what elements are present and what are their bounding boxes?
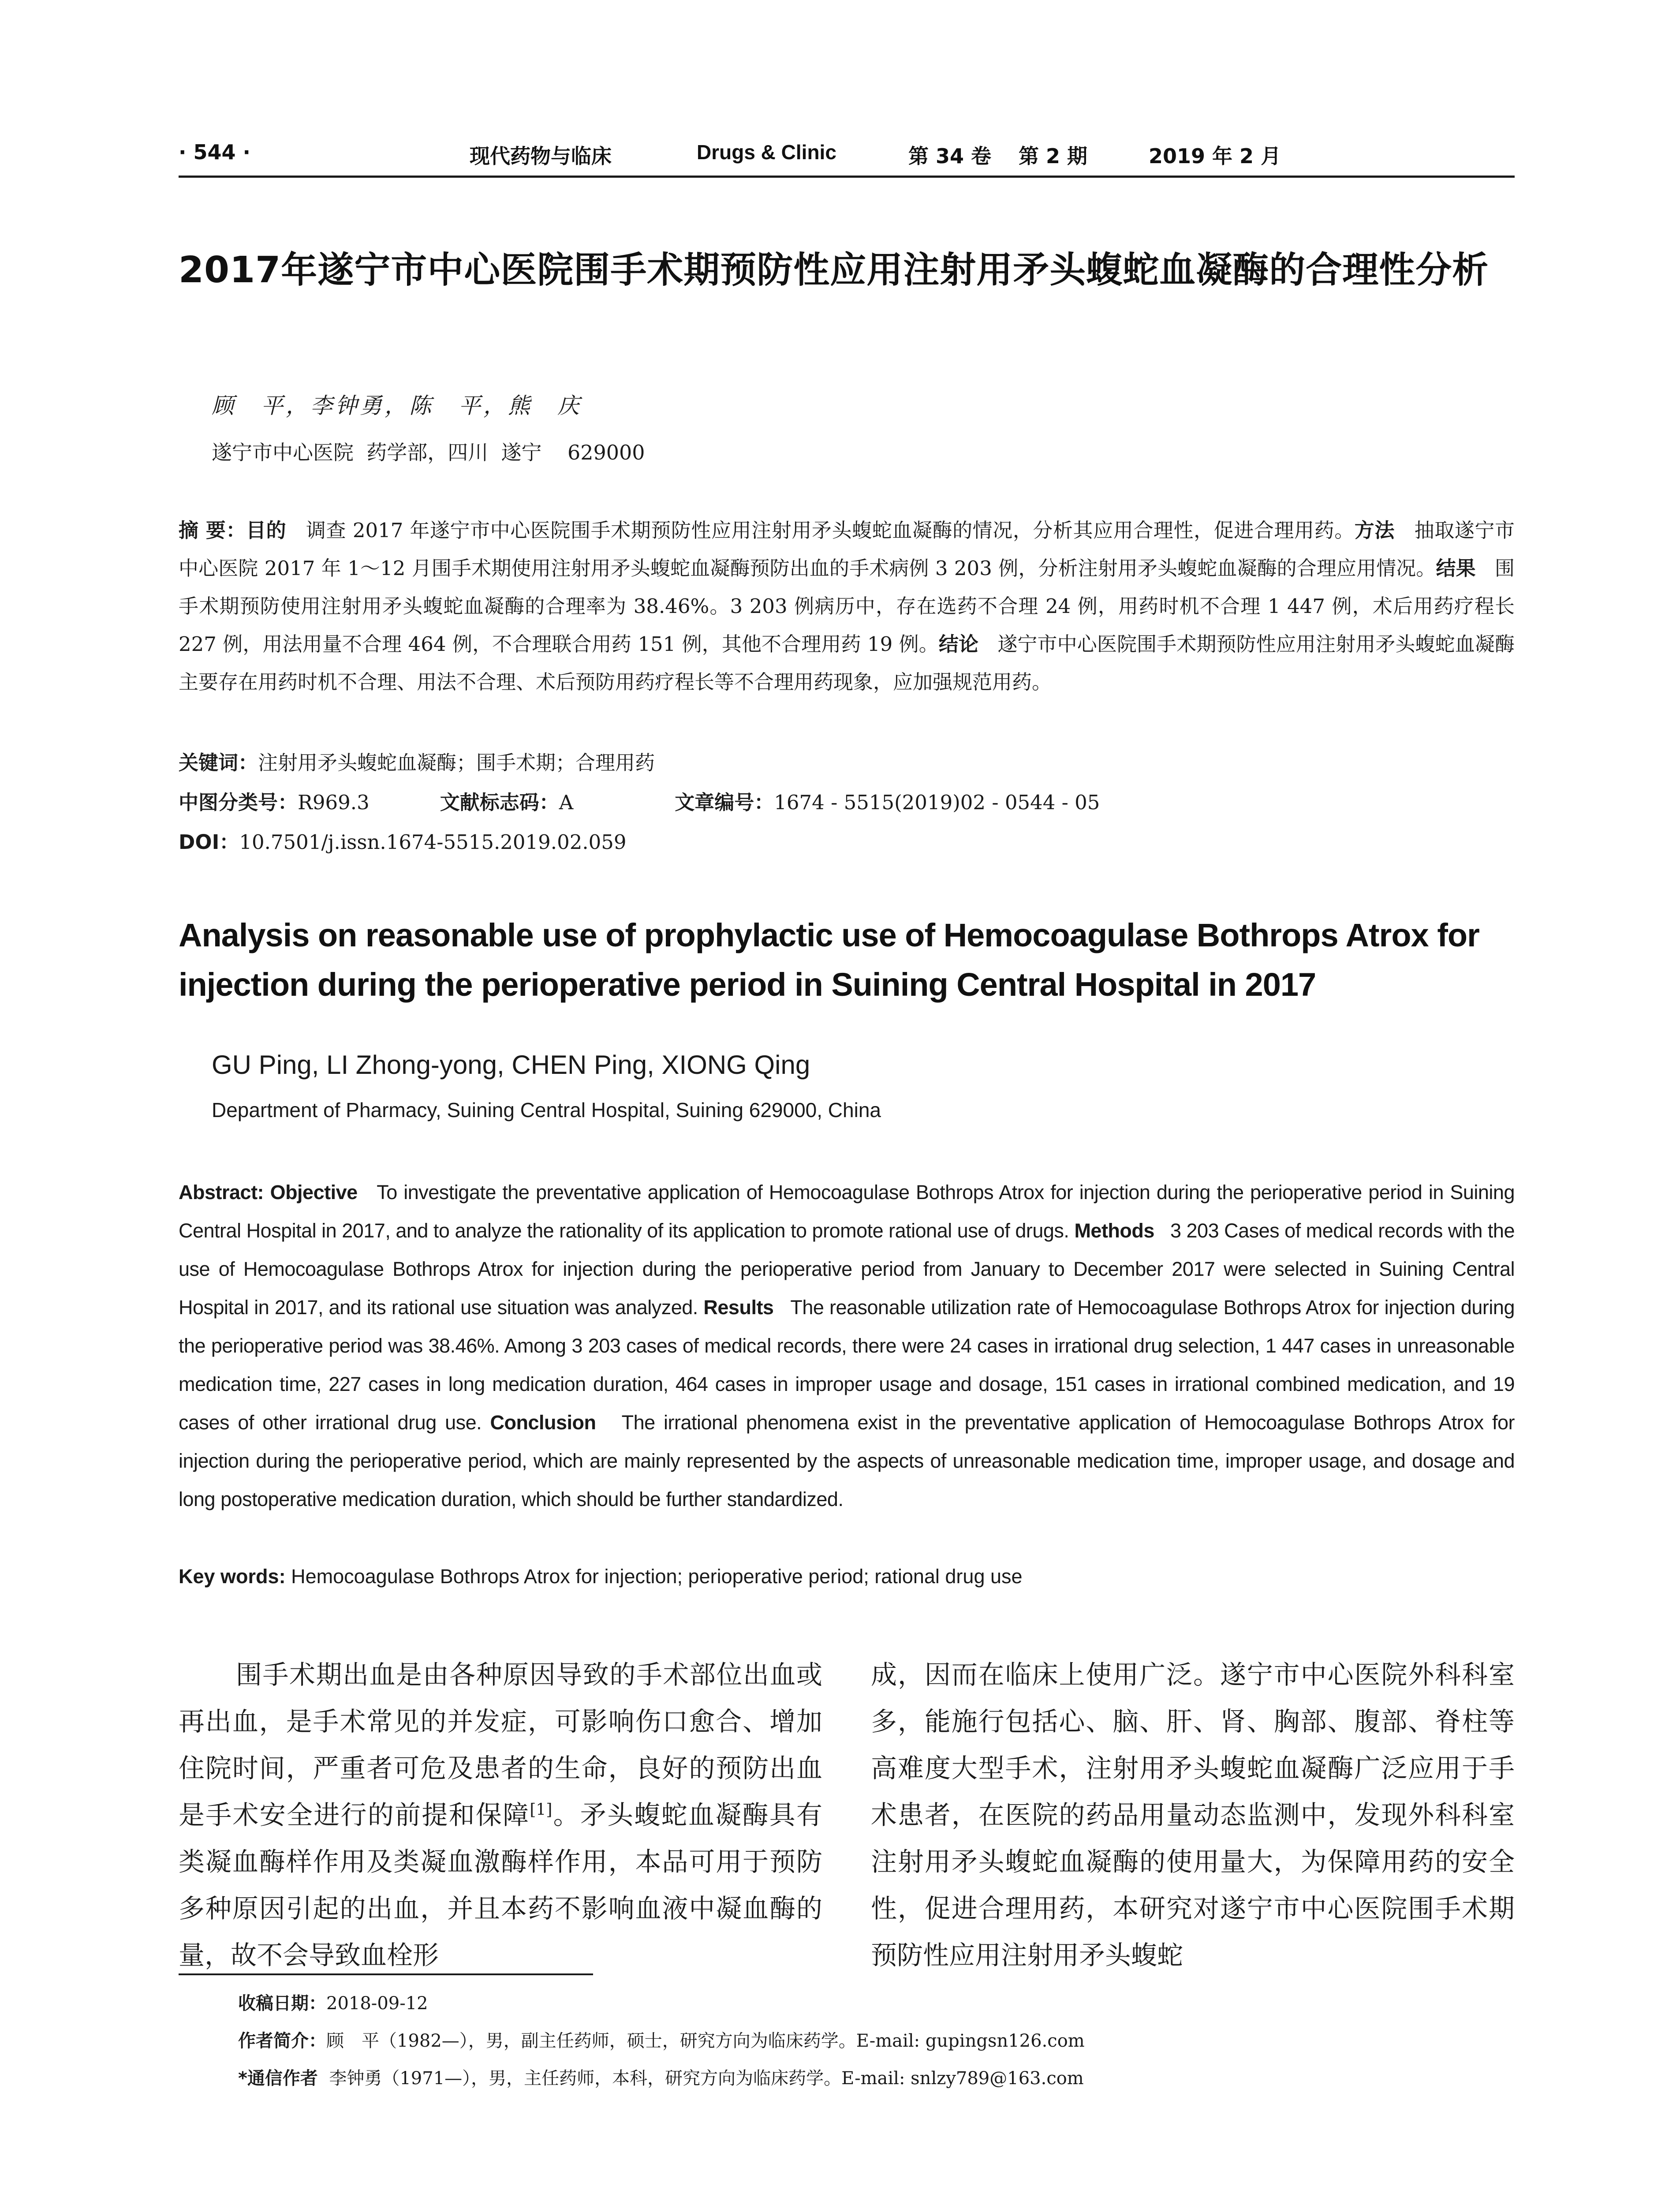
footnote-corresponding bbox=[238, 2066, 1517, 2091]
results-text-en: The reasonable utilization rate of Hemocoagulase Bothrops Atrox for injection during the perioperative period was 38.46%. Among 3 203 cases of medical records, there were 24 cases in irrational drug selection, 1 447 cases in unreasonable medication time, 227 cases in long medication duration, 464 cases in improper usage and dosage, 151 cases in irrational combined medication, and 19 cases of other irrational drug use. bbox=[179, 1296, 1515, 1434]
methods-text-en: 3 203 Cases of medical records with the use of Hemocoagulase Bothrops Atrox for injection during the perioperative period from January to December 2017 were selected in Suining Central Hospital in 2017, and its rational use situation was analyzed. bbox=[179, 1219, 1515, 1319]
body-column-right bbox=[871, 1652, 1515, 1979]
issue-date: 2019 年 2 月 bbox=[1149, 144, 1281, 168]
objective-label-cn: 目的 bbox=[246, 519, 287, 542]
body-left-text-1: 围手术期出血是由各种原因导致的手术部位出血或再出血，是手术常见的并发症，可影响伤口愈合、增加住院时间，严重者可危及患者的生命，良好的预防出血是手术安全进行的前提和保障 bbox=[179, 1659, 822, 1830]
doc-code-value: A bbox=[559, 791, 574, 814]
title-cn: 2017年遂宁市中心医院围手术期预防性应用注射用矛头蝮蛇血凝酶的合理性分析 bbox=[179, 249, 1489, 291]
conclusion-text-cn: 遂宁市中心医院围手术期预防性应用注射用矛头蝮蛇血凝酶主要存在用药时机不合理、用法不合理、术后预防用药疗程长等不合理用药现象，应加强规范用药。 bbox=[179, 632, 1515, 694]
keywords-en-label: Key words: bbox=[179, 1565, 286, 1588]
affiliation-cn: 遂宁市中心医院 药学部，四川 遂宁 629000 bbox=[212, 441, 645, 464]
author-bio-label: 作者简介： bbox=[238, 2031, 326, 2051]
issue: 第 2 期 bbox=[1019, 144, 1088, 168]
running-header bbox=[179, 140, 1515, 176]
keywords-en-text: Hemocoagulase Bothrops Atrox for injection; perioperative period; rational drug use bbox=[291, 1565, 1023, 1588]
author-bio: 顾 平（1982—），男，副主任药师，硕士，研究方向为临床药学。E-mail: gupingsn126.com bbox=[326, 2031, 1085, 2051]
authors-en: GU Ping, LI Zhong-yong, CHEN Ping, XIONG Qing bbox=[212, 1050, 810, 1080]
footnote-rule bbox=[179, 1973, 593, 1975]
journal-name-en: Drugs & Clinic bbox=[697, 141, 836, 164]
objective-text-cn: 调查 2017 年遂宁市中心医院围手术期预防性应用注射用矛头蝮蛇血凝酶的情况，分析其应用合理性，促进合理用药。 bbox=[306, 519, 1355, 542]
abstract-en bbox=[179, 1173, 1515, 1518]
doi-label: DOI： bbox=[179, 830, 239, 854]
corresponding-author: 李钟勇（1971—），男，主任药师，本科，研究方向为临床药学。E-mail: snlzy789@163.com bbox=[317, 2068, 1084, 2089]
title-en: Analysis on reasonable use of prophylactic use of Hemocoagulase Bothrops Atrox for injection during the perioperative period in Suining Central Hospital in 2017 bbox=[179, 917, 1479, 1003]
corresponding-label: *通信作者 bbox=[238, 2068, 318, 2089]
classification-line bbox=[179, 789, 1515, 816]
conclusion-label-cn: 结论 bbox=[938, 632, 979, 656]
clc-label: 中图分类号： bbox=[179, 791, 298, 814]
keywords-en bbox=[179, 1563, 1515, 1590]
doc-code-label: 文献标志码： bbox=[440, 791, 559, 814]
received-date: 2018-09-12 bbox=[326, 1993, 428, 2014]
results-label-en: Results bbox=[703, 1296, 774, 1319]
conclusion-text-en: The irrational phenomena exist in the preventative application of Hemocoagulase Bothrops Atrox for injection during the perioperative period, which are mainly represented by the aspects of unreasonable medication time, improper usage, and dosage and long postoperative medication duration, which should be further standardized. bbox=[179, 1411, 1515, 1510]
results-text-cn: 围手术期预防使用注射用矛头蝮蛇血凝酶的合理率为 38.46%。3 203 例病历中，存在选药不合理 24 例，用药时机不合理 1 447 例，术后用药疗程长 227 例，用法用量不合理 464 例，不合理联合用药 151 例，其他不合理用药 19 例。 bbox=[179, 557, 1515, 656]
objective-label-en: Objective bbox=[270, 1181, 358, 1203]
abstract-en-label: Abstract: bbox=[179, 1181, 264, 1203]
received-label: 收稿日期： bbox=[238, 1993, 326, 2014]
affiliation-en: Department of Pharmacy, Suining Central Hospital, Suining 629000, China bbox=[212, 1099, 881, 1121]
body-right-text: 成，因而在临床上使用广泛。遂宁市中心医院外科科室多，能施行包括心、脑、肝、肾、胸部、腹部、脊柱等高难度大型手术，注射用矛头蝮蛇血凝酶广泛应用于手术患者，在医院的药品用量动态监测中，发现外科科室注射用矛头蝮蛇血凝酶的使用量大，为保障用药的安全性，促进合理用药，本研究对遂宁市中心医院围手术期预防性应用注射用矛头蝮蛇 bbox=[871, 1659, 1515, 1970]
methods-label-cn: 方法 bbox=[1354, 519, 1395, 542]
header-rule bbox=[179, 176, 1515, 178]
authors-cn: 顾 平，李钟勇，陈 平，熊 庆 bbox=[212, 393, 582, 419]
conclusion-label-en: Conclusion bbox=[490, 1411, 596, 1434]
keywords-cn-text: 注射用矛头蝮蛇血凝酶；围手术期；合理用药 bbox=[258, 751, 655, 774]
article-no-value: 1674 - 5515(2019)02 - 0544 - 05 bbox=[774, 791, 1100, 814]
page-number: · 544 · bbox=[179, 140, 250, 164]
footnote-author bbox=[238, 2029, 1517, 2053]
article-no-label: 文章编号： bbox=[675, 791, 774, 814]
footnote-received bbox=[238, 1991, 1517, 2016]
keywords-cn-label: 关键词： bbox=[179, 751, 258, 774]
results-label-cn: 结果 bbox=[1436, 557, 1476, 580]
doi-line bbox=[179, 829, 1515, 856]
body-left-text-2: 。矛头蝮蛇血凝酶具有类凝血酶样作用及类凝血激酶样作用，本品可用于预防多种原因引起的出血，并且本药不影响血液中凝血酶的量，故不会导致血栓形 bbox=[179, 1800, 822, 1970]
abstract-cn bbox=[179, 512, 1515, 701]
methods-label-en: Methods bbox=[1074, 1219, 1154, 1242]
abstract-cn-label: 摘 要： bbox=[179, 519, 246, 542]
objective-text-en: To investigate the preventative application of Hemocoagulase Bothrops Atrox for injection during the perioperative period in Suining Central Hospital in 2017, and to analyze the rationality of its application to promote rational use of drugs. bbox=[179, 1181, 1515, 1242]
keywords-cn bbox=[179, 750, 1515, 776]
doi-value: 10.7501/j.issn.1674-5515.2019.02.059 bbox=[239, 830, 627, 854]
methods-text-cn: 抽取遂宁市中心医院 2017 年 1～12 月围手术期使用注射用矛头蝮蛇血凝酶预防出血的手术病例 3 203 例，分析注射用矛头蝮蛇血凝酶的合理应用情况。 bbox=[179, 519, 1515, 580]
clc-value: R969.3 bbox=[298, 791, 370, 814]
journal-name-cn: 现代药物与临床 bbox=[470, 144, 612, 168]
citation-ref[interactable]: [1] bbox=[530, 1801, 553, 1819]
volume: 第 34 卷 bbox=[908, 144, 992, 168]
body-column-left bbox=[179, 1652, 822, 1979]
